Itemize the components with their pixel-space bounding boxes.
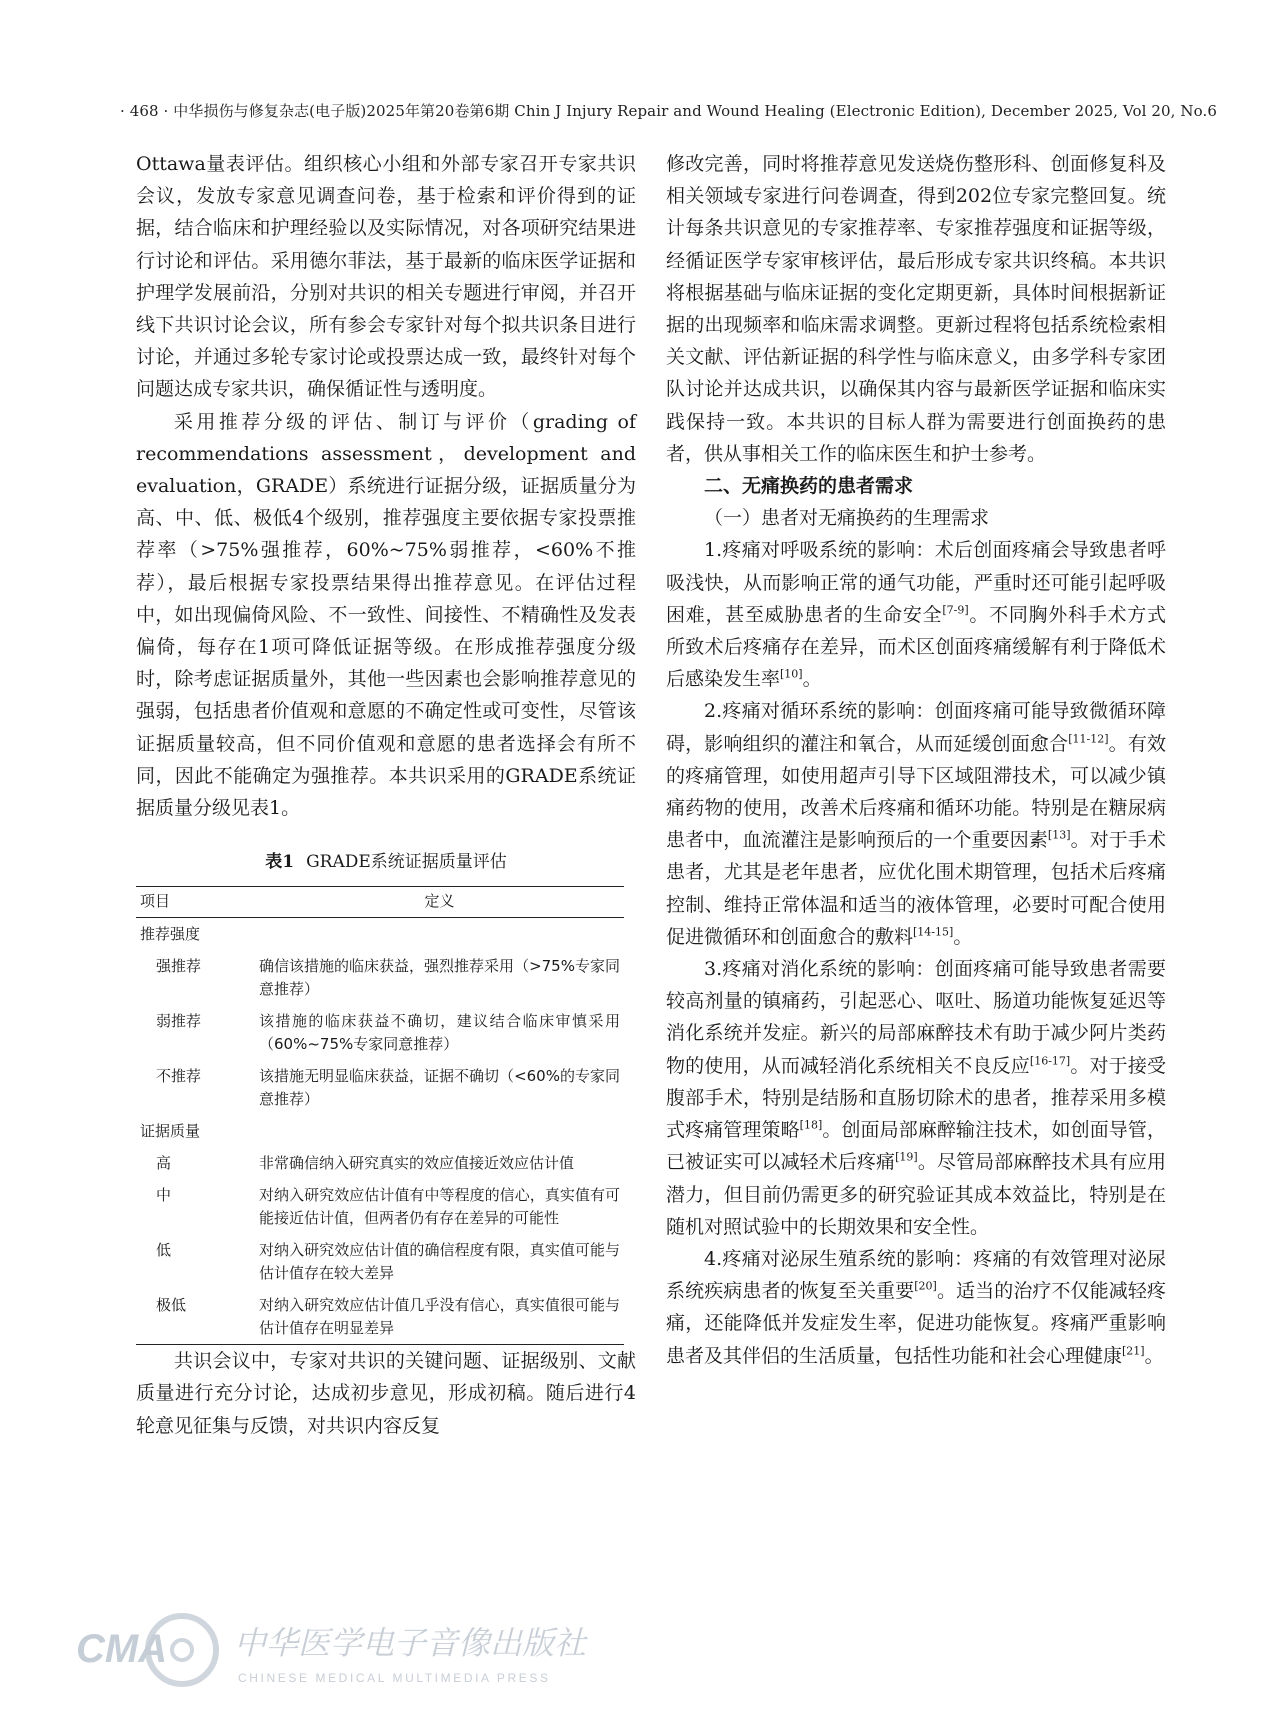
urogenital-paragraph: 4.疼痛对泌尿生殖系统的影响：疼痛的有效管理对泌尿系统疾病患者的恢复至关重要[20]。适当的治疗不仅能减轻疼痛，还能降低并发症发生率，促进功能恢复。疼痛严重影响患者及其伴侣的生活质量，包括性功能和社会心理健康[21]。: [666, 1247, 1166, 1367]
circulatory-paragraph: 2.疼痛对循环系统的影响：创面疼痛可能导致微循环障碍，影响组织的灌注和氧合，从而延缓创面愈合[11-12]。有效的疼痛管理，如使用超声引导下区域阻滞技术，可以减少镇痛药物的使用，改善术后疼痛和循环功能。特别是在糖尿病患者中，血流灌注是影响预后的一个重要因素[13]。对于手术患者，尤其是老年患者，应优化围术期管理，包括术后疼痛控制、维持正常体温和适当的液体管理，必要时可配合使用促进微循环和创面愈合的敷料[14-15]。: [666, 700, 1166, 948]
row-definition: 该措施的临床获益不确切，建议结合临床审慎采用（60%~75%专家同意推荐）: [259, 1012, 620, 1054]
header-definition: 定义: [255, 887, 624, 918]
table-label: 表1: [265, 852, 295, 873]
table-title: GRADE系统证据质量评估: [306, 852, 507, 873]
row-definition: 非常确信纳入研究真实的效应值接近效应估计值: [259, 1154, 575, 1173]
row-item: 强推荐: [156, 957, 202, 976]
row-item: 不推荐: [156, 1067, 202, 1086]
row-item: 低: [156, 1241, 172, 1260]
table-header-row: [136, 887, 624, 918]
logo-letters: CMA: [76, 1627, 168, 1671]
method-paragraph-1: Ottawa量表评估。组织核心小组和外部专家召开专家共识会议，发放专家意见调查问卷，基于检索和评价得到的证据，结合临床和护理经验以及实际情况，对各项研究结果进行讨论和评估。采用德尔菲法，基于最新的临床医学证据和护理学发展前沿，分别对共识的相关专题进行审阅，并召开线下共识讨论会议，所有参会专家针对每个拟共识条目进行讨论，并通过多轮专家讨论或投票达成一致，最终针对每个问题达成专家共识，确保循证性与透明度。: [136, 153, 636, 401]
method-paragraph-continued: 修改完善，同时将推荐意见发送烧伤整形科、创面修复科及相关领域专家进行问卷调查，得到202位专家完整回复。统计每条共识意见的专家推荐率、专家推荐强度和证据等级，经循证医学专家审核评估，最后形成专家共识终稿。本共识将根据基础与临床证据的变化定期更新，具体时间根据新证据的出现频率和临床需求调整。更新过程将包括系统检索相关文献、评估新证据的科学性与临床意义，由多学科专家团队讨论并达成共识，以确保其内容与最新医学证据和临床实践保持一致。本共识的目标人群为需要进行创面换药的患者，供从事相关工作的临床医生和护士参考。: [666, 153, 1166, 465]
section-heading: 二、无痛换药的患者需求: [704, 475, 914, 498]
table-row: [136, 950, 624, 1005]
citation: [7-9]: [942, 603, 969, 617]
table-row: [136, 1179, 624, 1234]
digestive-paragraph: 3.疼痛对消化系统的影响：创面疼痛可能导致患者需要较高剂量的镇痛药，引起恶心、呕吐、肠道功能恢复延迟等消化系统并发症。新兴的局部麻醉技术有助于减少阿片类药物的使用，从而减轻消化系统相关不良反应[16-17]。对于接受腹部手术，特别是结肠和直肠切除术的患者，推荐采用多模式疼痛管理策略[18]。创面局部麻醉输注技术，如创面导管，已被证实可以减轻术后疼痛[19]。尽管局部麻醉技术具有应用潜力，但目前仍需更多的研究验证其成本效益比，特别是在随机对照试验中的长期效果和安全性。: [666, 958, 1166, 1238]
respiratory-paragraph: 1.疼痛对呼吸系统的影响：术后创面疼痛会导致患者呼吸浅快，从而影响正常的通气功能，严重时还可能引起呼吸困难，甚至威胁患者的生命安全[7-9]。不同胸外科手术方式所致术后疼痛存在差异，而术区创面疼痛缓解有利于降低术后感染发生率[10]。: [666, 539, 1166, 691]
row-item: 中: [156, 1186, 172, 1205]
table-row: [136, 1234, 624, 1289]
table-row: [136, 1005, 624, 1060]
citation: [16-17]: [1029, 1054, 1071, 1068]
group-evidence-quality: 证据质量: [140, 1122, 201, 1141]
row-definition: 确信该措施的临床获益，强烈推荐采用（>75%专家同意推荐）: [259, 957, 620, 999]
table-caption: [136, 850, 636, 874]
method-paragraph-3: 共识会议中，专家对共识的关键问题、证据级别、文献质量进行充分讨论，达成初步意见，形成初稿。随后进行4轮意见征集与反馈，对共识内容反复: [136, 1350, 636, 1437]
header-item: 项目: [136, 887, 255, 918]
table-row: [136, 1060, 624, 1115]
publisher-english: CHINESE MEDICAL MULTIMEDIA PRESS: [238, 1671, 551, 1685]
running-header: [120, 100, 1217, 121]
citation: [18]: [799, 1118, 823, 1132]
group-recommendation-strength: 推荐强度: [140, 925, 201, 944]
row-item: 高: [156, 1154, 172, 1173]
journal-citation: 中华损伤与修复杂志(电子版)2025年第20卷第6期 Chin J Injury Repair and Wound Healing (Electronic Edition), December 2025, Vol 20, No.6: [173, 102, 1217, 120]
row-definition: 对纳入研究效应估计值几乎没有信心，真实值很可能与估计值存在明显差异: [259, 1296, 620, 1338]
left-column: [136, 148, 636, 1442]
row-item: 极低: [156, 1296, 187, 1315]
publisher-logo: [70, 1610, 587, 1690]
citation: [14-15]: [913, 925, 954, 939]
row-definition: 该措施无明显临床获益，证据不确切（<60%的专家同意推荐）: [259, 1067, 620, 1109]
citation: [20]: [914, 1279, 937, 1293]
method-paragraph-2: 采用推荐分级的评估、制订与评价（grading of recommendations assessment，development and evaluation，GRADE）系统进行证据分级，证据质量分为高、中、低、极低4个级别，推荐强度主要依据专家投票推荐率（>75%强推荐，60%~75%弱推荐，<60%不推荐），最后根据专家投票结果得出推荐意见。在评估过程中，如出现偏倚风险、不一致性、间接性、不精确性及发表偏倚，每存在1项可降低证据等级。在形成推荐强度分级时，除考虑证据质量外，其他一些因素也会影响推荐意见的强弱，包括患者价值观和意愿的不确定性或可变性，尽管该证据质量较高，但不同价值观和意愿的患者选择会有所不同，因此不能确定为强推荐。本共识采用的GRADE系统证据质量分级见表1。: [136, 410, 636, 820]
citation: [19]: [895, 1150, 918, 1164]
table-row: [136, 1289, 624, 1345]
row-definition: 对纳入研究效应估计值有中等程度的信心，真实值有可能接近估计值，但两者仍有存在差异的可能性: [259, 1186, 620, 1228]
right-column: [666, 148, 1166, 1372]
table-row: [136, 1147, 624, 1179]
grade-table: [136, 886, 624, 1345]
citation: [10]: [780, 667, 803, 681]
subsection-heading: （一）患者对无痛换药的生理需求: [704, 507, 990, 530]
citation: [13]: [1047, 828, 1071, 842]
citation: [21]: [1122, 1344, 1145, 1358]
row-definition: 对纳入研究效应估计值的确信程度有限，真实值可能与估计值存在较大差异: [259, 1241, 620, 1283]
page-number: · 468 ·: [120, 102, 169, 120]
publisher-chinese: 中华医学电子音像出版社: [234, 1624, 587, 1662]
citation: [11-12]: [1068, 732, 1109, 746]
row-item: 弱推荐: [156, 1012, 202, 1031]
table-group-row: [136, 918, 624, 951]
table-group-row: [136, 1115, 624, 1147]
